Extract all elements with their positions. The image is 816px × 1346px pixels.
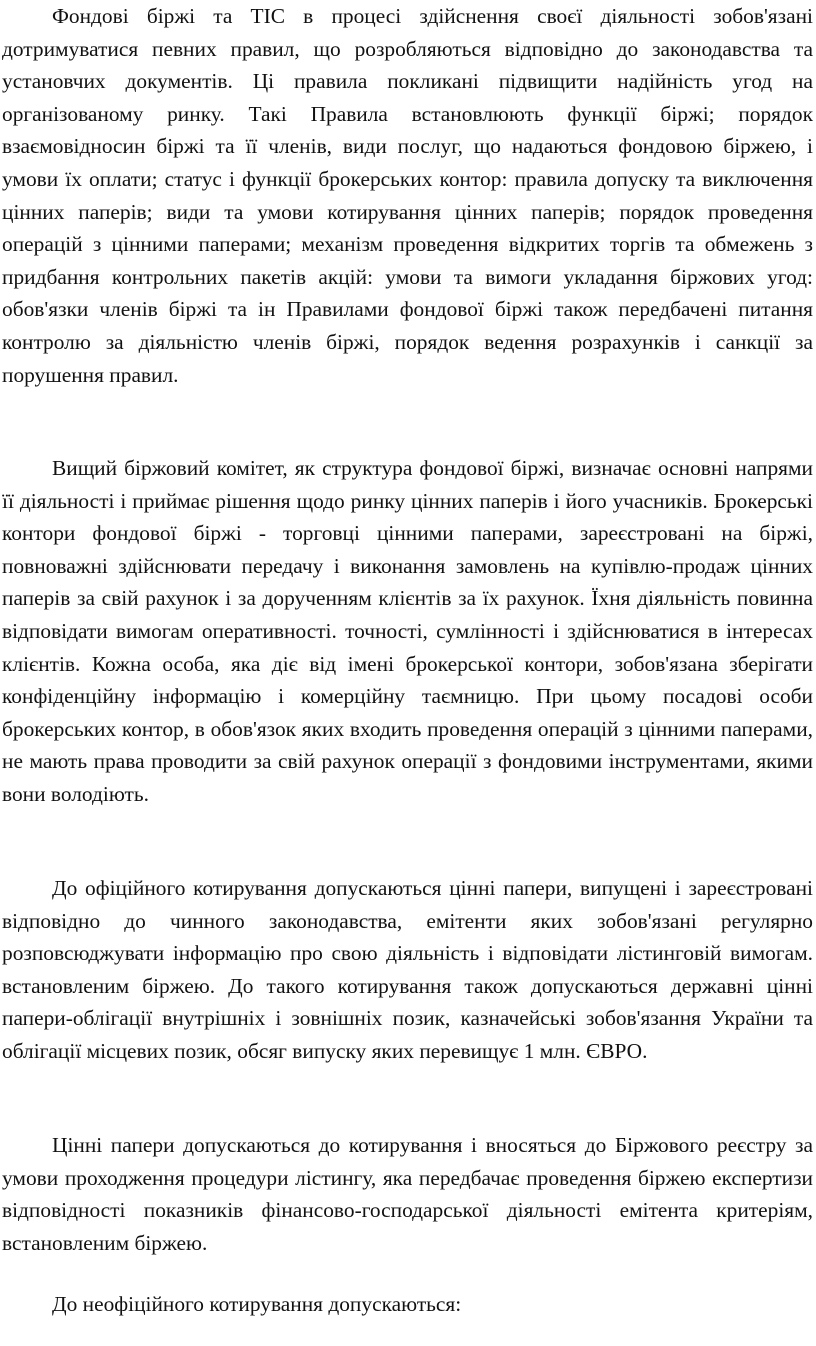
paragraph-listing-procedure: Цінні папери допускаються до котирування і вносяться до Біржового реєстру за умови проходження процедури лістингу, яка передбачає проведення біржею експертизи відповідності показників фінансово-господарської діяльності емітента критеріям, встановленим біржею.	[2, 1133, 813, 1255]
paragraph-exchange-committee: Вищий біржовий комітет, як структура фондової біржі, визначає основні напрями її діяльності і приймає рішення щодо ринку цінних паперів і його учасників. Брокерські контори фондової біржі - торговці цінними паперами, зареєстровані на біржі, повноважні здійснювати передачу і виконання замовлень на купівлю-продаж цінних паперів за свій рахунок і за дорученням клієнтів за їх рахунок. Їхня діяльність повинна відповідати вимогам оперативності. точності, сумлінності і здійснюватися в інтересах клієнтів. Кожна особа, яка діє від імені брокерської контори, зобов'язана зберігати конфіденційну інформацію і комерційну таємницю. При цьому посадові особи брокерських контор, в обов'язок яких входить проведення операцій з цінними паперами, не мають права проводити за свій рахунок операції з фондовими інструментами, якими вони володіють.	[2, 456, 813, 806]
paragraph-unofficial-quotation: До неофіційного котирування допускаються:	[52, 1292, 462, 1316]
paragraph-official-quotation: До офіційного котирування допускаються цінні папери, випущені і зареєстровані відповідно до чинного законодавства, емітенти яких зобов'язані регулярно розповсюджувати інформацію про свою діяльність і відповідати лістинговій вимогам. встановленим біржею. До такого котирування також допускаються державні цінні папери-облігації внутрішніх і зовнішніх позик, казначейські зобов'язання України та облігації місцевих позик, обсяг випуску яких перевищує 1 млн. ЄВРО.	[2, 876, 813, 1063]
paragraph-exchange-rules: Фондові біржі та ТІС в процесі здійснення своєї діяльності зобов'язані дотримуватися певних правил, що розробляються відповідно до законодавства та установчих документів. Ці правила покликані підвищити надійність угод на організованому ринку. Такі Правила встановлюють функції біржі; порядок взаємовідносин біржі та її членів, види послуг, що надаються фондовою біржею, і умови їх оплати; статус і функції брокерських контор: правила допуску та виключення цінних паперів; види та умови котирування цінних паперів; порядок проведення операцій з цінними паперами; механізм проведення відкритих торгів та обмежень з придбання контрольних пакетів акцій: умови та вимоги укладання біржових угод: обов'язки членів біржі та ін Правилами фондової біржі також передбачені питання контролю за діяльністю членів біржі, порядок ведення розрахунків і санкції за порушення правил.	[2, 4, 813, 387]
